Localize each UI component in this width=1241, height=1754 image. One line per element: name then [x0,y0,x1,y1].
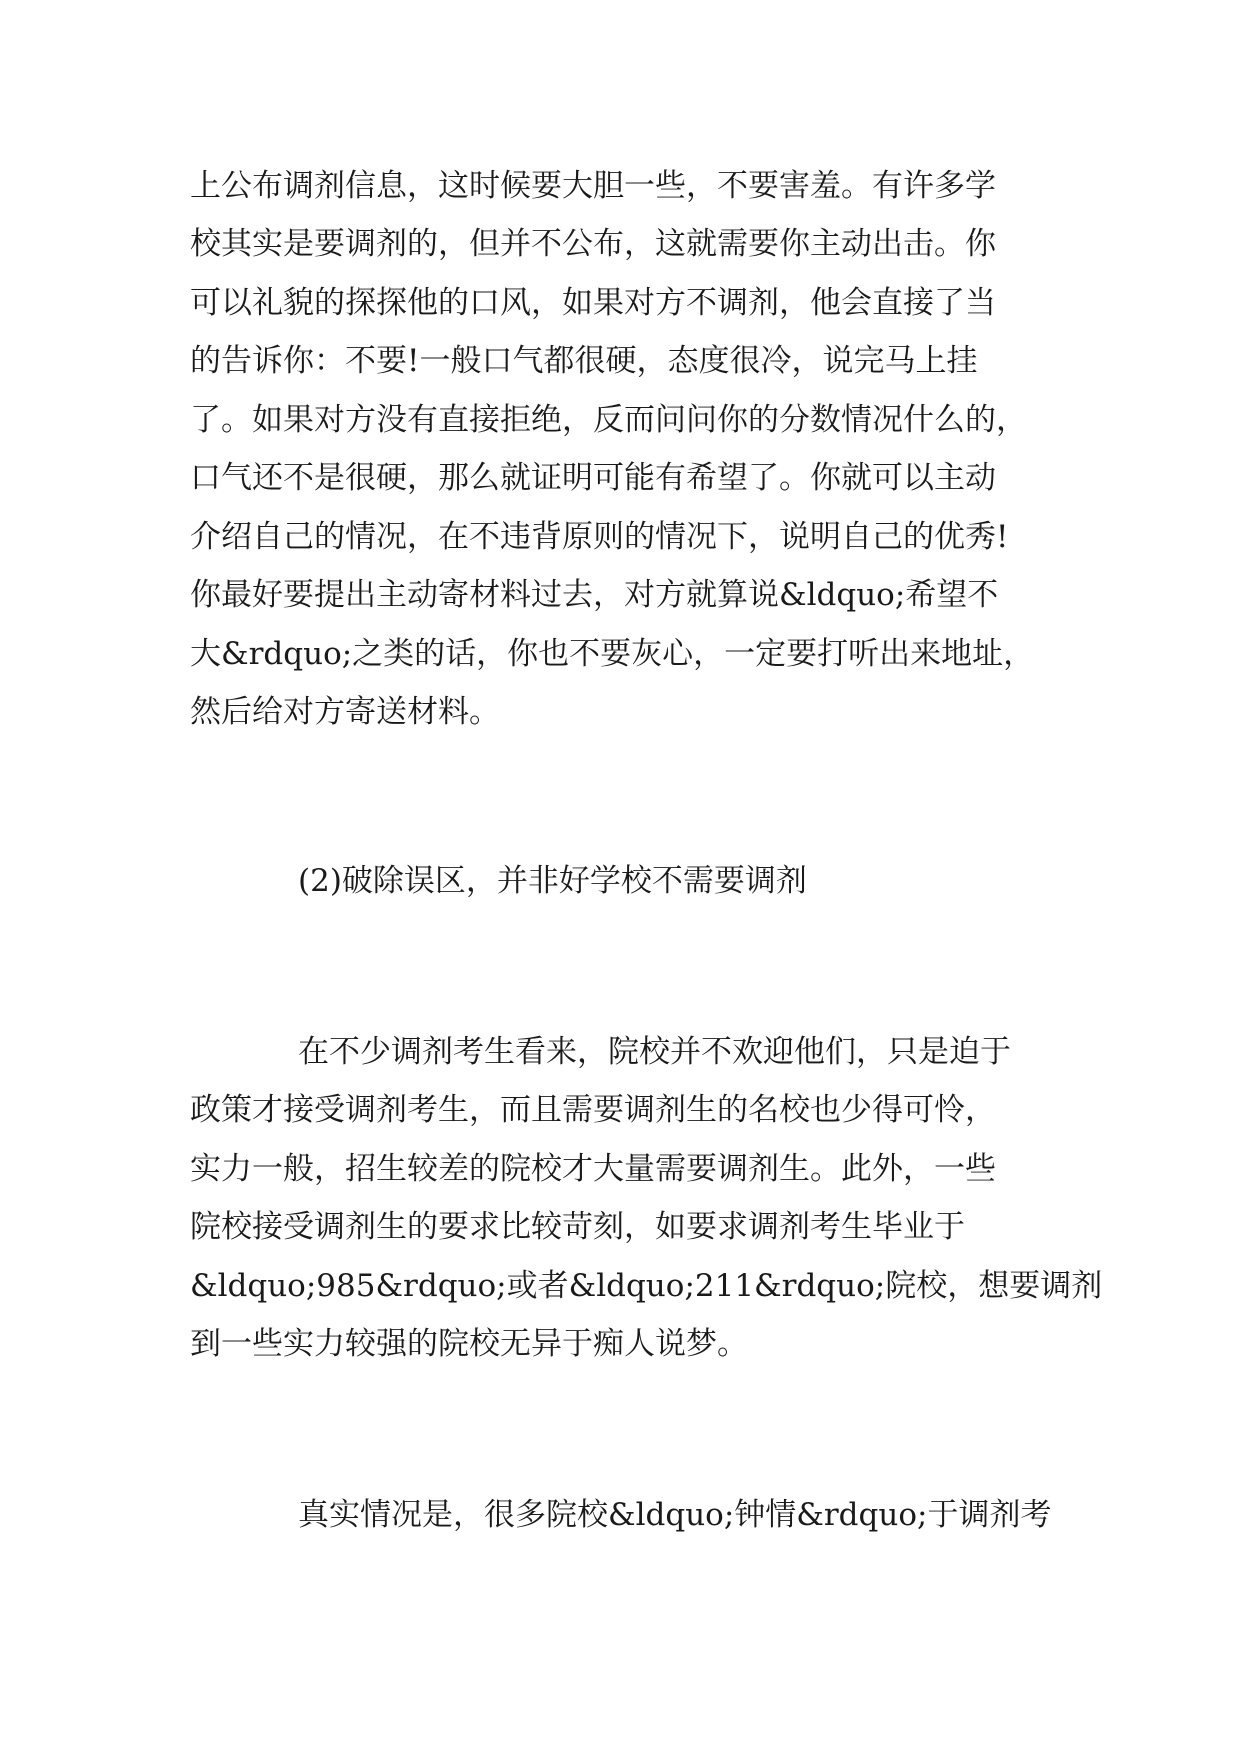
paragraph-line: 口气还不是很硬，那么就证明可能有希望了。你就可以主动 [190,460,996,496]
paragraph-line: 的告诉你：不要!一般口气都很硬，态度很冷，说完马上挂 [190,343,978,379]
paragraph-line: 院校接受调剂生的要求比较苛刻，如要求调剂考生毕业于 [190,1209,965,1245]
paragraph-line: 介绍自己的情况，在不违背原则的情况下，说明自己的优秀! [190,519,1009,555]
paragraph-line: 你最好要提出主动寄材料过去，对方就算说&ldquo;希望不 [190,577,999,613]
paragraph-line: 政策才接受调剂考生，而且需要调剂生的名校也少得可怜， [190,1092,996,1128]
paragraph-line: 可以礼貌的探探他的口风，如果对方不调剂，他会直接了当 [190,285,996,321]
paragraph-line: 在不少调剂考生看来，院校并不欢迎他们，只是迫于 [298,1034,1011,1070]
paragraph-line: 到一些实力较强的院校无异于痴人说梦。 [190,1326,748,1362]
paragraph-line: 了。如果对方没有直接拒绝，反而问问你的分数情况什么的， [190,402,1027,438]
paragraph-line: 大&rdquo;之类的话，你也不要灰心，一定要打听出来地址， [190,636,1035,672]
paragraph-line: 真实情况是，很多院校&ldquo;钟情&rdquo;于调剂考 [298,1497,1052,1533]
paragraph-line: &ldquo;985&rdquo;或者&ldquo;211&rdquo;院校，想要调剂 [190,1268,1103,1304]
section-heading: (2)破除误区，并非好学校不需要调剂 [298,863,807,899]
paragraph-line: 然后给对方寄送材料。 [190,694,500,730]
paragraph-line: 上公布调剂信息，这时候要大胆一些，不要害羞。有许多学 [190,168,996,204]
paragraph-line: 校其实是要调剂的，但并不公布，这就需要你主动出击。你 [190,226,996,262]
paragraph-line: 实力一般，招生较差的院校才大量需要调剂生。此外，一些 [190,1151,996,1187]
